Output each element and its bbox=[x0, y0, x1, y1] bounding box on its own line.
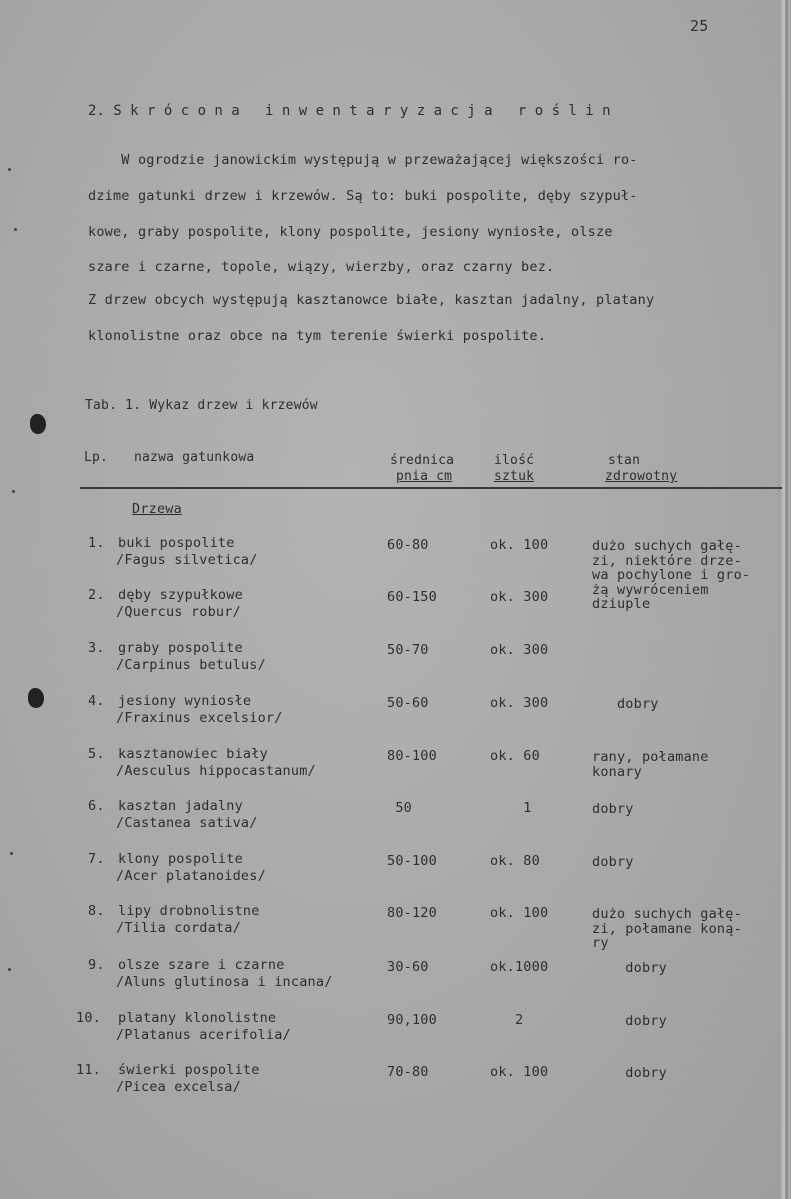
row-latin-name: /Acer platanoides/ bbox=[116, 868, 266, 884]
paragraph-line: W ogrodzie janowickim występują w przeważającej większości ro- bbox=[88, 152, 638, 168]
row-species-name: klony pospolite bbox=[118, 851, 243, 867]
row-state: zi, połamane koną- bbox=[592, 920, 742, 937]
header-name: nazwa gatunkowa bbox=[134, 450, 255, 465]
row-diameter: 60-80 bbox=[387, 537, 429, 553]
row-count: ok. 300 bbox=[490, 642, 549, 658]
row-species-name: graby pospolite bbox=[118, 640, 243, 656]
row-count: ok. 100 bbox=[490, 537, 549, 553]
row-lp: 8. bbox=[88, 903, 105, 919]
row-state: dobry bbox=[592, 1013, 667, 1029]
row-latin-name: /Quercus robur/ bbox=[116, 604, 241, 620]
margin-mark bbox=[12, 490, 15, 493]
margin-mark bbox=[14, 228, 17, 231]
row-species-name: olsze szare i czarne bbox=[118, 957, 285, 973]
row-species-name: świerki pospolite bbox=[118, 1062, 260, 1078]
row-latin-name: /Fagus silvetica/ bbox=[116, 552, 258, 568]
row-state: rany, połamane bbox=[592, 749, 709, 765]
row-diameter: 80-120 bbox=[387, 905, 437, 921]
row-lp: 7. bbox=[88, 851, 105, 867]
row-state: ry bbox=[592, 935, 609, 951]
table-caption: Tab. 1. Wykaz drzew i krzewów bbox=[85, 398, 318, 413]
row-diameter: 50-100 bbox=[387, 853, 437, 869]
row-state: wa pochylone i gro- bbox=[592, 567, 751, 583]
row-state: dobry bbox=[592, 801, 634, 817]
paragraph-line: szare i czarne, topole, wiązy, wierzby, oraz czarny bez. bbox=[88, 259, 555, 275]
row-species-name: dęby szypułkowe bbox=[118, 587, 243, 603]
group-label: Drzewa bbox=[132, 501, 182, 517]
row-lp: 2. bbox=[88, 587, 105, 603]
row-count: ok. 100 bbox=[490, 905, 549, 921]
row-latin-name: /Tilia cordata/ bbox=[116, 920, 241, 936]
header-lp: Lp. bbox=[84, 450, 109, 465]
margin-mark bbox=[10, 852, 13, 855]
row-state: dużo suchych gałę- bbox=[592, 538, 742, 554]
punch-hole bbox=[30, 414, 46, 434]
row-species-name: buki pospolite bbox=[118, 535, 235, 551]
header-state-2: zdrowotny bbox=[605, 469, 678, 484]
header-diameter-unit: pnia cm bbox=[396, 469, 453, 484]
row-state: dobry bbox=[592, 696, 659, 712]
row-diameter: 60-150 bbox=[387, 589, 437, 605]
row-species-name: kasztan jadalny bbox=[118, 798, 243, 814]
row-count: ok. 80 bbox=[490, 853, 540, 869]
row-state: dobry bbox=[592, 1065, 667, 1081]
header-diameter: średnica bbox=[390, 453, 455, 468]
margin-mark bbox=[8, 168, 11, 171]
row-species-name: kasztanowiec biały bbox=[118, 746, 268, 762]
row-count: ok. 60 bbox=[490, 748, 540, 764]
row-count: ok. 300 bbox=[490, 695, 549, 711]
row-state: zi, niektóre drze- bbox=[592, 552, 742, 569]
row-count: 1 bbox=[490, 800, 532, 816]
row-latin-name: /Carpinus betulus/ bbox=[116, 657, 266, 673]
row-lp: 4. bbox=[88, 693, 105, 709]
row-lp: 10. bbox=[76, 1010, 101, 1026]
row-state: dobry bbox=[592, 854, 634, 870]
row-diameter: 90,100 bbox=[387, 1012, 437, 1028]
page-number: 25 bbox=[690, 17, 709, 35]
row-latin-name: /Platanus acerifolia/ bbox=[116, 1027, 291, 1043]
table-header-rule bbox=[80, 487, 782, 489]
row-count: 2 bbox=[490, 1012, 524, 1028]
row-state: dużo suchych gałę- bbox=[592, 906, 742, 922]
row-latin-name: /Aesculus hippocastanum/ bbox=[116, 763, 316, 779]
header-count: ilość bbox=[494, 453, 535, 468]
row-lp: 1. bbox=[88, 535, 105, 551]
page-edge bbox=[779, 0, 785, 1199]
row-latin-name: /Picea excelsa/ bbox=[116, 1079, 241, 1095]
row-count: ok.1000 bbox=[490, 959, 549, 975]
row-latin-name: /Aluns glutinosa i incana/ bbox=[116, 974, 333, 990]
punch-hole bbox=[28, 688, 44, 708]
paragraph-line: Z drzew obcych występują kasztanowce białe, kasztan jadalny, platany bbox=[88, 292, 655, 308]
row-diameter: 50-70 bbox=[387, 642, 429, 658]
row-lp: 3. bbox=[88, 640, 105, 656]
row-species-name: platany klonolistne bbox=[118, 1010, 277, 1026]
row-state: żą wywróceniem bbox=[592, 581, 709, 598]
section-title: 2. S k r ó c o n a i n w e n t a r y z a c j a r o ś l i n bbox=[88, 103, 611, 119]
paragraph-line: kowe, graby pospolite, klony pospolite, jesiony wyniosłe, olsze bbox=[88, 224, 613, 240]
row-species-name: lipy drobnolistne bbox=[118, 903, 260, 919]
row-latin-name: /Fraxinus excelsior/ bbox=[116, 710, 283, 726]
row-diameter: 70-80 bbox=[387, 1064, 429, 1080]
row-state: dobry bbox=[592, 960, 667, 976]
row-lp: 11. bbox=[76, 1062, 101, 1078]
row-diameter: 80-100 bbox=[387, 748, 437, 764]
row-diameter: 30-60 bbox=[387, 959, 429, 975]
row-count: ok. 300 bbox=[490, 589, 549, 605]
row-count: ok. 100 bbox=[490, 1064, 549, 1080]
paragraph-line: klonolistne oraz obce na tym terenie świerki pospolite. bbox=[88, 328, 547, 344]
row-latin-name: /Castanea sativa/ bbox=[116, 815, 258, 831]
paragraph-line: dzime gatunki drzew i krzewów. Są to: buki pospolite, dęby szypuł- bbox=[88, 188, 638, 204]
margin-mark bbox=[8, 968, 11, 971]
row-lp: 5. bbox=[88, 746, 105, 762]
header-state: stan bbox=[608, 453, 641, 468]
row-species-name: jesiony wyniosłe bbox=[118, 693, 252, 709]
row-diameter: 50 bbox=[387, 800, 412, 816]
row-state: konary bbox=[592, 763, 642, 780]
row-lp: 9. bbox=[88, 957, 105, 973]
row-lp: 6. bbox=[88, 798, 105, 814]
header-count-unit: sztuk bbox=[494, 469, 535, 484]
row-diameter: 50-60 bbox=[387, 695, 429, 711]
row-state: dziuple bbox=[592, 596, 651, 612]
